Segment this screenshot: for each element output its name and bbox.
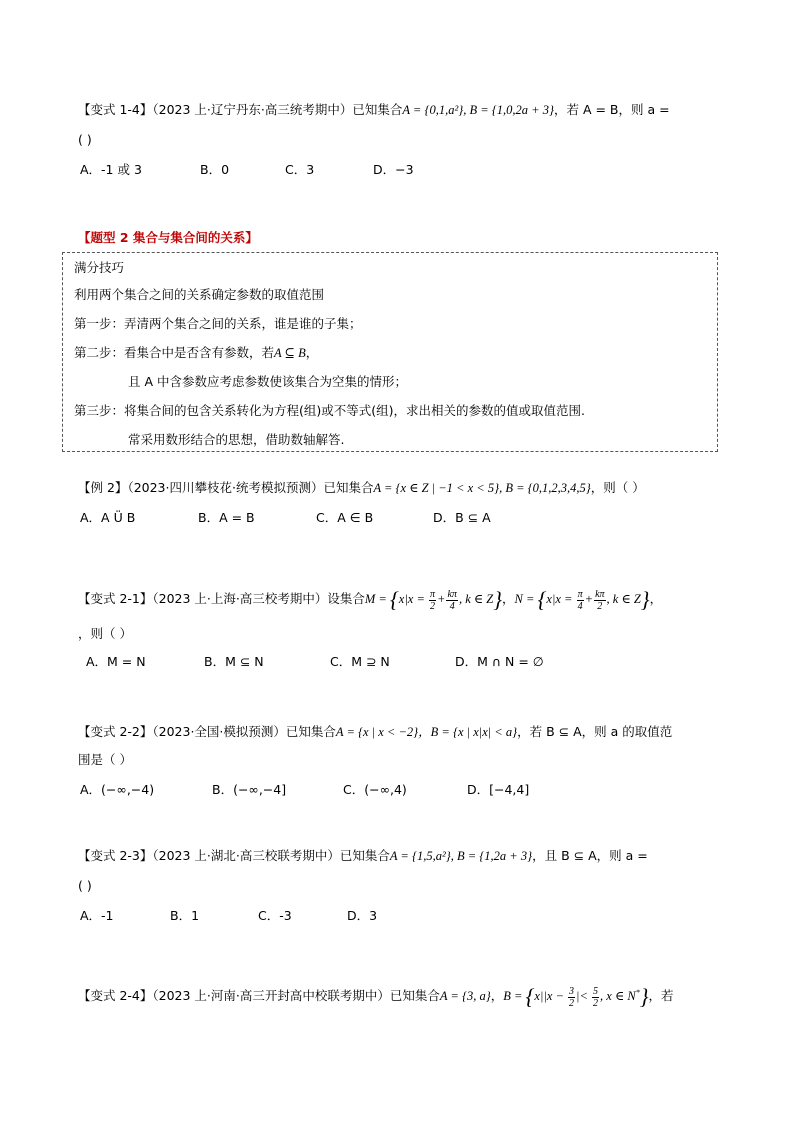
question-label: 【变式 1-4】 [78,102,153,117]
tips-line-4: 且 A 中含参数应考虑参数使该集合为空集的情形； [128,374,407,389]
tips-line-3-text: 第二步：看集合中是否含有参数，若 [74,345,275,360]
option-d: D．[−4,4] [467,782,530,797]
tips-heading: 满分技巧 [74,260,125,275]
option-d: D．B ⊆ A [433,510,491,525]
option-a: A．A Ü B [80,510,136,525]
option-c: C．-3 [258,908,292,923]
question-2-1-line2: ，则（ ） [78,626,132,641]
question-2-2-line2: 围是（ ） [78,752,132,767]
question-source: （2023 上·辽宁丹东·高三统考期中）已知集合 [152,102,403,117]
question-label: 【变式 2-1】 [78,591,153,606]
option-d: D．M ∩ N = ∅ [455,654,544,669]
option-a: A．M = N [86,654,146,669]
math-set-a: A = {x | x < −2} [335,725,419,739]
math-set-b: ，B = {x | x|x| < a} [418,725,518,739]
question-2-3-paren: ( ) [78,878,92,893]
question-1-4-paren: ( ) [78,132,92,147]
option-b: B．M ⊆ N [204,654,264,669]
option-c: C．A ∈ B [316,510,374,525]
tips-line-5: 第三步：将集合间的包含关系转化为方程(组)或不等式(组)，求出相关的参数的值或取值范围. [74,403,585,418]
question-2-4-line1: 【变式 2-4】（2023 上·河南·高三开封高中校联考期中）已知集合A = {3, a}，B = {x||x − $\frac{3}{2}$ |< $\frac{5}{2}$ , x ∈ N*}，若 [78,984,674,1010]
tips-line-6: 常采用数形结合的思想，借助数轴解答. [128,432,345,447]
question-1-4-line1 [78,100,670,120]
option-b: B．(−∞,−4] [212,782,287,797]
tips-line-2: 第一步：弄清两个集合之间的关系，谁是谁的子集； [74,316,362,331]
question-source: （2023 上·河南·高三开封高中校联考期中）已知集合 [152,988,440,1004]
option-d: D．−3 [373,162,414,177]
example-2-line1 [78,478,645,498]
section-title: 【题型 2 集合与集合间的关系】 [78,230,258,245]
tips-line-1: 利用两个集合之间的关系确定参数的取值范围 [74,287,325,302]
question-source: （2023 上·湖北·高三校联考期中）已知集合 [152,848,390,863]
question-label: 【例 2】 [78,480,128,495]
math-sets: A = {x ∈ Z | −1 < x < 5}, B = {0,1,2,3,4,5} [373,481,591,495]
question-condition: ，且 B ⊆ A，则 a = [532,848,648,863]
option-b: B．1 [170,908,200,923]
question-2-1-line1: 【变式 2-1】（2023 上·上海·高三校考期中）设集合M = {x|x = $\frac{\pi}{2}$ + $\frac{k\pi}{4}$ , k ∈ Z}，N = {x|x = $\frac{\pi}{4}$ + $\frac{k\pi}{2}$ , k ∈ Z}， [78,587,663,613]
question-condition: ，若 A = B，则 a = [553,102,670,117]
question-condition: ，若 B ⊆ A，则 a 的取值范 [517,724,673,739]
tips-line-3 [74,343,318,363]
option-d: D．3 [347,908,378,923]
math-set-n: N = {x|x = $\frac{\pi}{4}$ + $\frac{k\pi}{2}$ , k ∈ Z} [514,587,650,613]
question-label: 【变式 2-3】 [78,848,153,863]
question-source: （2023 上·上海·高三校考期中）设集合 [152,591,365,606]
question-label: 【变式 2-2】 [78,724,153,739]
option-a: A．-1 [80,908,114,923]
option-c: C．M ⊇ N [330,654,390,669]
option-a: A．(−∞,−4) [80,782,155,797]
question-label: 【变式 2-4】 [78,988,153,1004]
math-set-b: B = {x||x − $\frac{3}{2}$ |< $\frac{5}{2}$ , x ∈ N*} [503,984,649,1010]
math-set-m: M = {x|x = $\frac{\pi}{2}$ + $\frac{k\pi}{4}$ , k ∈ Z} [364,587,503,613]
option-b: B．0 [200,162,230,177]
question-tail: ，则（ ） [590,480,645,495]
question-tail: ，若 [648,988,674,1004]
option-c: C．3 [285,162,315,177]
tips-line-3-math: A ⊆ B [274,346,306,360]
question-2-2-line1 [78,722,672,742]
question-source: （2023·四川攀枝花·统考模拟预测）已知集合 [127,480,374,495]
math-sets: A = {1,5,a²}, B = {1,2a + 3} [389,849,533,863]
option-c: C．(−∞,4) [343,782,407,797]
math-set-a: A = {3, a} [439,989,491,1004]
tips-line-3-end: ， [305,345,319,360]
option-a: A．-1 或 3 [80,162,142,177]
question-2-3-line1 [78,846,648,866]
math-sets: A = {0,1,a²}, B = {1,0,2a + 3} [402,103,554,117]
option-b: B．A = B [198,510,255,525]
question-source: （2023·全国·模拟预测）已知集合 [152,724,336,739]
